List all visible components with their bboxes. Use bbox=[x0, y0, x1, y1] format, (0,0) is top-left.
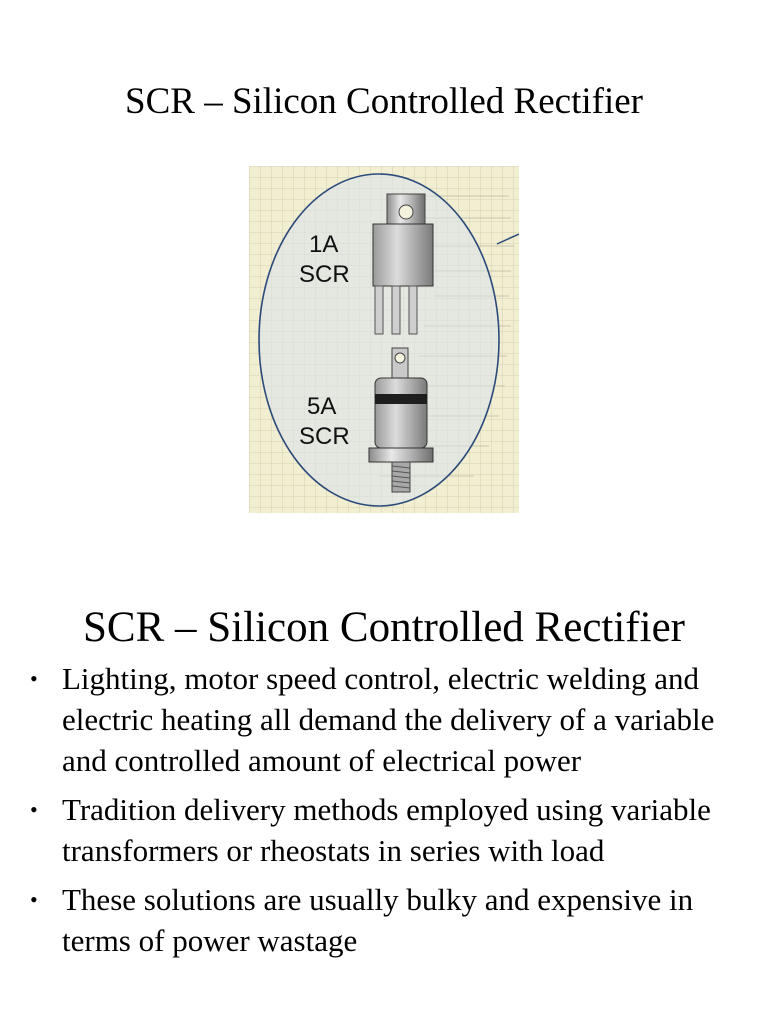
slide-2-title: SCR – Silicon Controlled Rectifier bbox=[83, 604, 685, 651]
label-1a: 1A bbox=[309, 231, 339, 258]
bullet-dot: • bbox=[30, 887, 38, 912]
bullet-item bbox=[30, 658, 740, 781]
label-scr-1: SCR bbox=[299, 261, 350, 288]
bullet-item bbox=[30, 879, 740, 961]
bullet-text: Tradition delivery methods employed using variable transformers or rheostats in series with load bbox=[62, 792, 711, 868]
bullet-item bbox=[30, 789, 740, 871]
label-5a: 5A bbox=[307, 393, 337, 420]
bullet-text: Lighting, motor speed control, electric welding and electric heating all demand the delivery of a variable and controlled amount of electrical power bbox=[62, 661, 715, 778]
slide-1-title: SCR – Silicon Controlled Rectifier bbox=[125, 81, 643, 122]
scr-figure bbox=[249, 166, 519, 513]
scr-photo bbox=[249, 166, 519, 513]
bullet-text: These solutions are usually bulky and expensive in terms of power wastage bbox=[62, 882, 694, 958]
bullet-list bbox=[30, 658, 740, 969]
bullet-dot: • bbox=[30, 797, 38, 822]
bullet-dot: • bbox=[30, 666, 38, 691]
label-scr-2: SCR bbox=[299, 423, 350, 450]
